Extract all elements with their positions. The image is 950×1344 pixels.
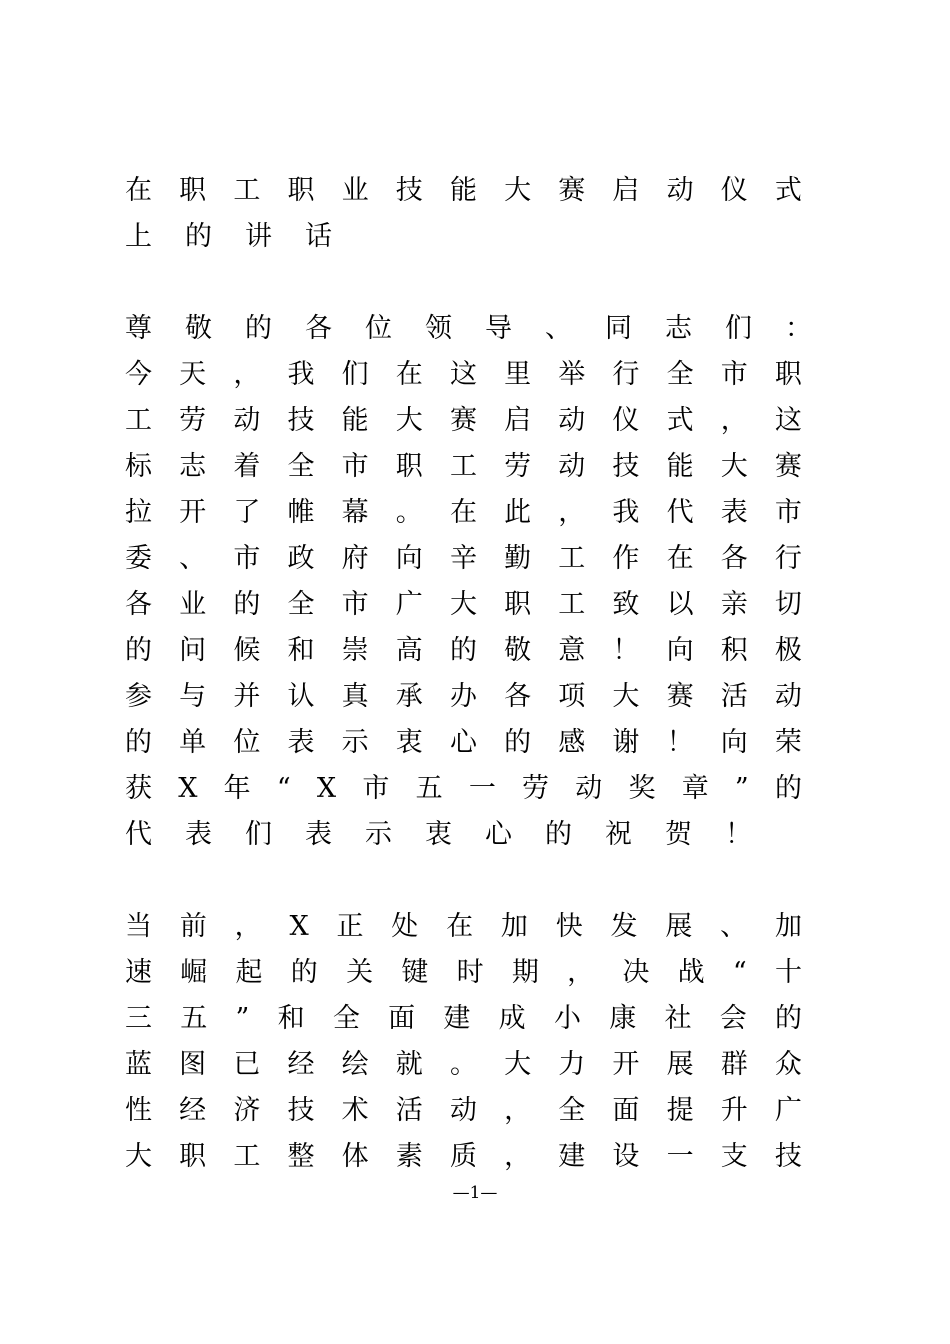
text-line: 上 的 讲 话 <box>125 221 332 252</box>
spacer <box>125 260 802 306</box>
text-line: 在 职 工 职 业 技 能 大 赛 启 动 仪 式 <box>125 175 802 206</box>
text-line: 的 单 位 表 示 衷 心 的 感 谢 ！ 向 荣 <box>125 727 802 758</box>
text-line: 速 崛 起 的 关 键 时 期 ， 决 战 “ 十 <box>125 957 802 988</box>
text-line: 标 志 着 全 市 职 工 劳 动 技 能 大 赛 <box>125 451 802 482</box>
text-line: 大 职 工 整 体 素 质 ， 建 设 一 支 技 <box>125 1141 802 1172</box>
text-line: 性 经 济 技 术 活 动 ， 全 面 提 升 广 <box>125 1095 802 1126</box>
text-line: 今 天 ， 我 们 在 这 里 举 行 全 市 职 <box>125 359 802 390</box>
text-line: 委 、 市 政 府 向 辛 勤 工 作 在 各 行 <box>125 543 802 574</box>
paragraph-1 <box>125 306 812 858</box>
text-line: 获 X 年 “ X 市 五 一 劳 动 奖 章 ” 的 <box>125 773 802 804</box>
text-line: 工 劳 动 技 能 大 赛 启 动 仪 式 ， 这 <box>125 405 802 436</box>
text-line: 各 业 的 全 市 广 大 职 工 致 以 亲 切 <box>125 589 802 620</box>
text-line: 三 五 ” 和 全 面 建 成 小 康 社 会 的 <box>125 1003 802 1034</box>
document-title <box>125 168 802 260</box>
spacer <box>125 858 802 904</box>
text-line: 尊 敬 的 各 位 领 导 、 同 志 们 ： <box>125 313 812 344</box>
text-line: 代 表 们 表 示 衷 心 的 祝 贺 ！ <box>125 819 752 850</box>
text-line: 当 前 ， X 正 处 在 加 快 发 展 、 加 <box>125 911 802 942</box>
text-line: 蓝 图 已 经 绘 就 。 大 力 开 展 群 众 <box>125 1049 802 1080</box>
paragraph-2 <box>125 904 802 1180</box>
text-line: 参 与 并 认 真 承 办 各 项 大 赛 活 动 <box>125 681 802 712</box>
document-body <box>125 168 812 1180</box>
page-number: —1— <box>452 1183 498 1203</box>
text-line: 拉 开 了 帷 幕 。 在 此 ， 我 代 表 市 <box>125 497 802 528</box>
text-line: 的 问 候 和 崇 高 的 敬 意 ！ 向 积 极 <box>125 635 802 666</box>
